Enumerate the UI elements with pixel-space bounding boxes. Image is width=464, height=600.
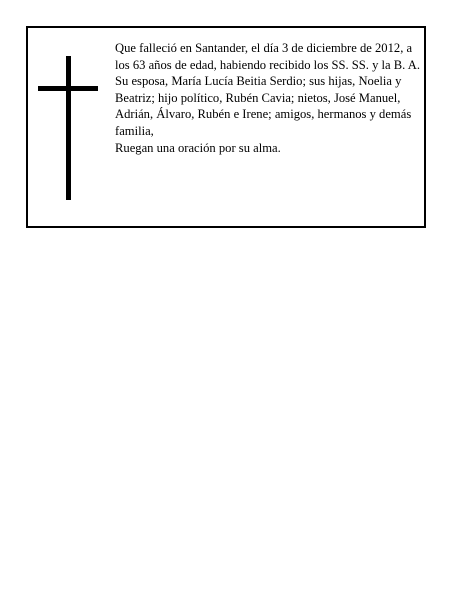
notice-paragraph-death: Que falleció en Santander, el día 3 de diciembre de 2012, a los 63 años de edad, habiendo recibido los SS. SS. y la B. A.: [115, 41, 421, 72]
cross-vertical-bar: [66, 56, 71, 200]
obituary-notice-box: [26, 26, 426, 228]
cross-horizontal-bar: [38, 86, 98, 91]
notice-paragraph-prayer: Ruegan una oración por su alma.: [115, 140, 281, 155]
cross-icon: [38, 56, 98, 200]
notice-text: [115, 40, 421, 156]
notice-paragraph-family: Su esposa, María Lucía Beitia Serdio; sus hijas, Noelia y Beatriz; hijo político, Rubén Cavia; nietos, José Manuel, Adrián, Álvaro, Rubén e Irene; amigos, hermanos y demás familia,: [115, 74, 412, 138]
